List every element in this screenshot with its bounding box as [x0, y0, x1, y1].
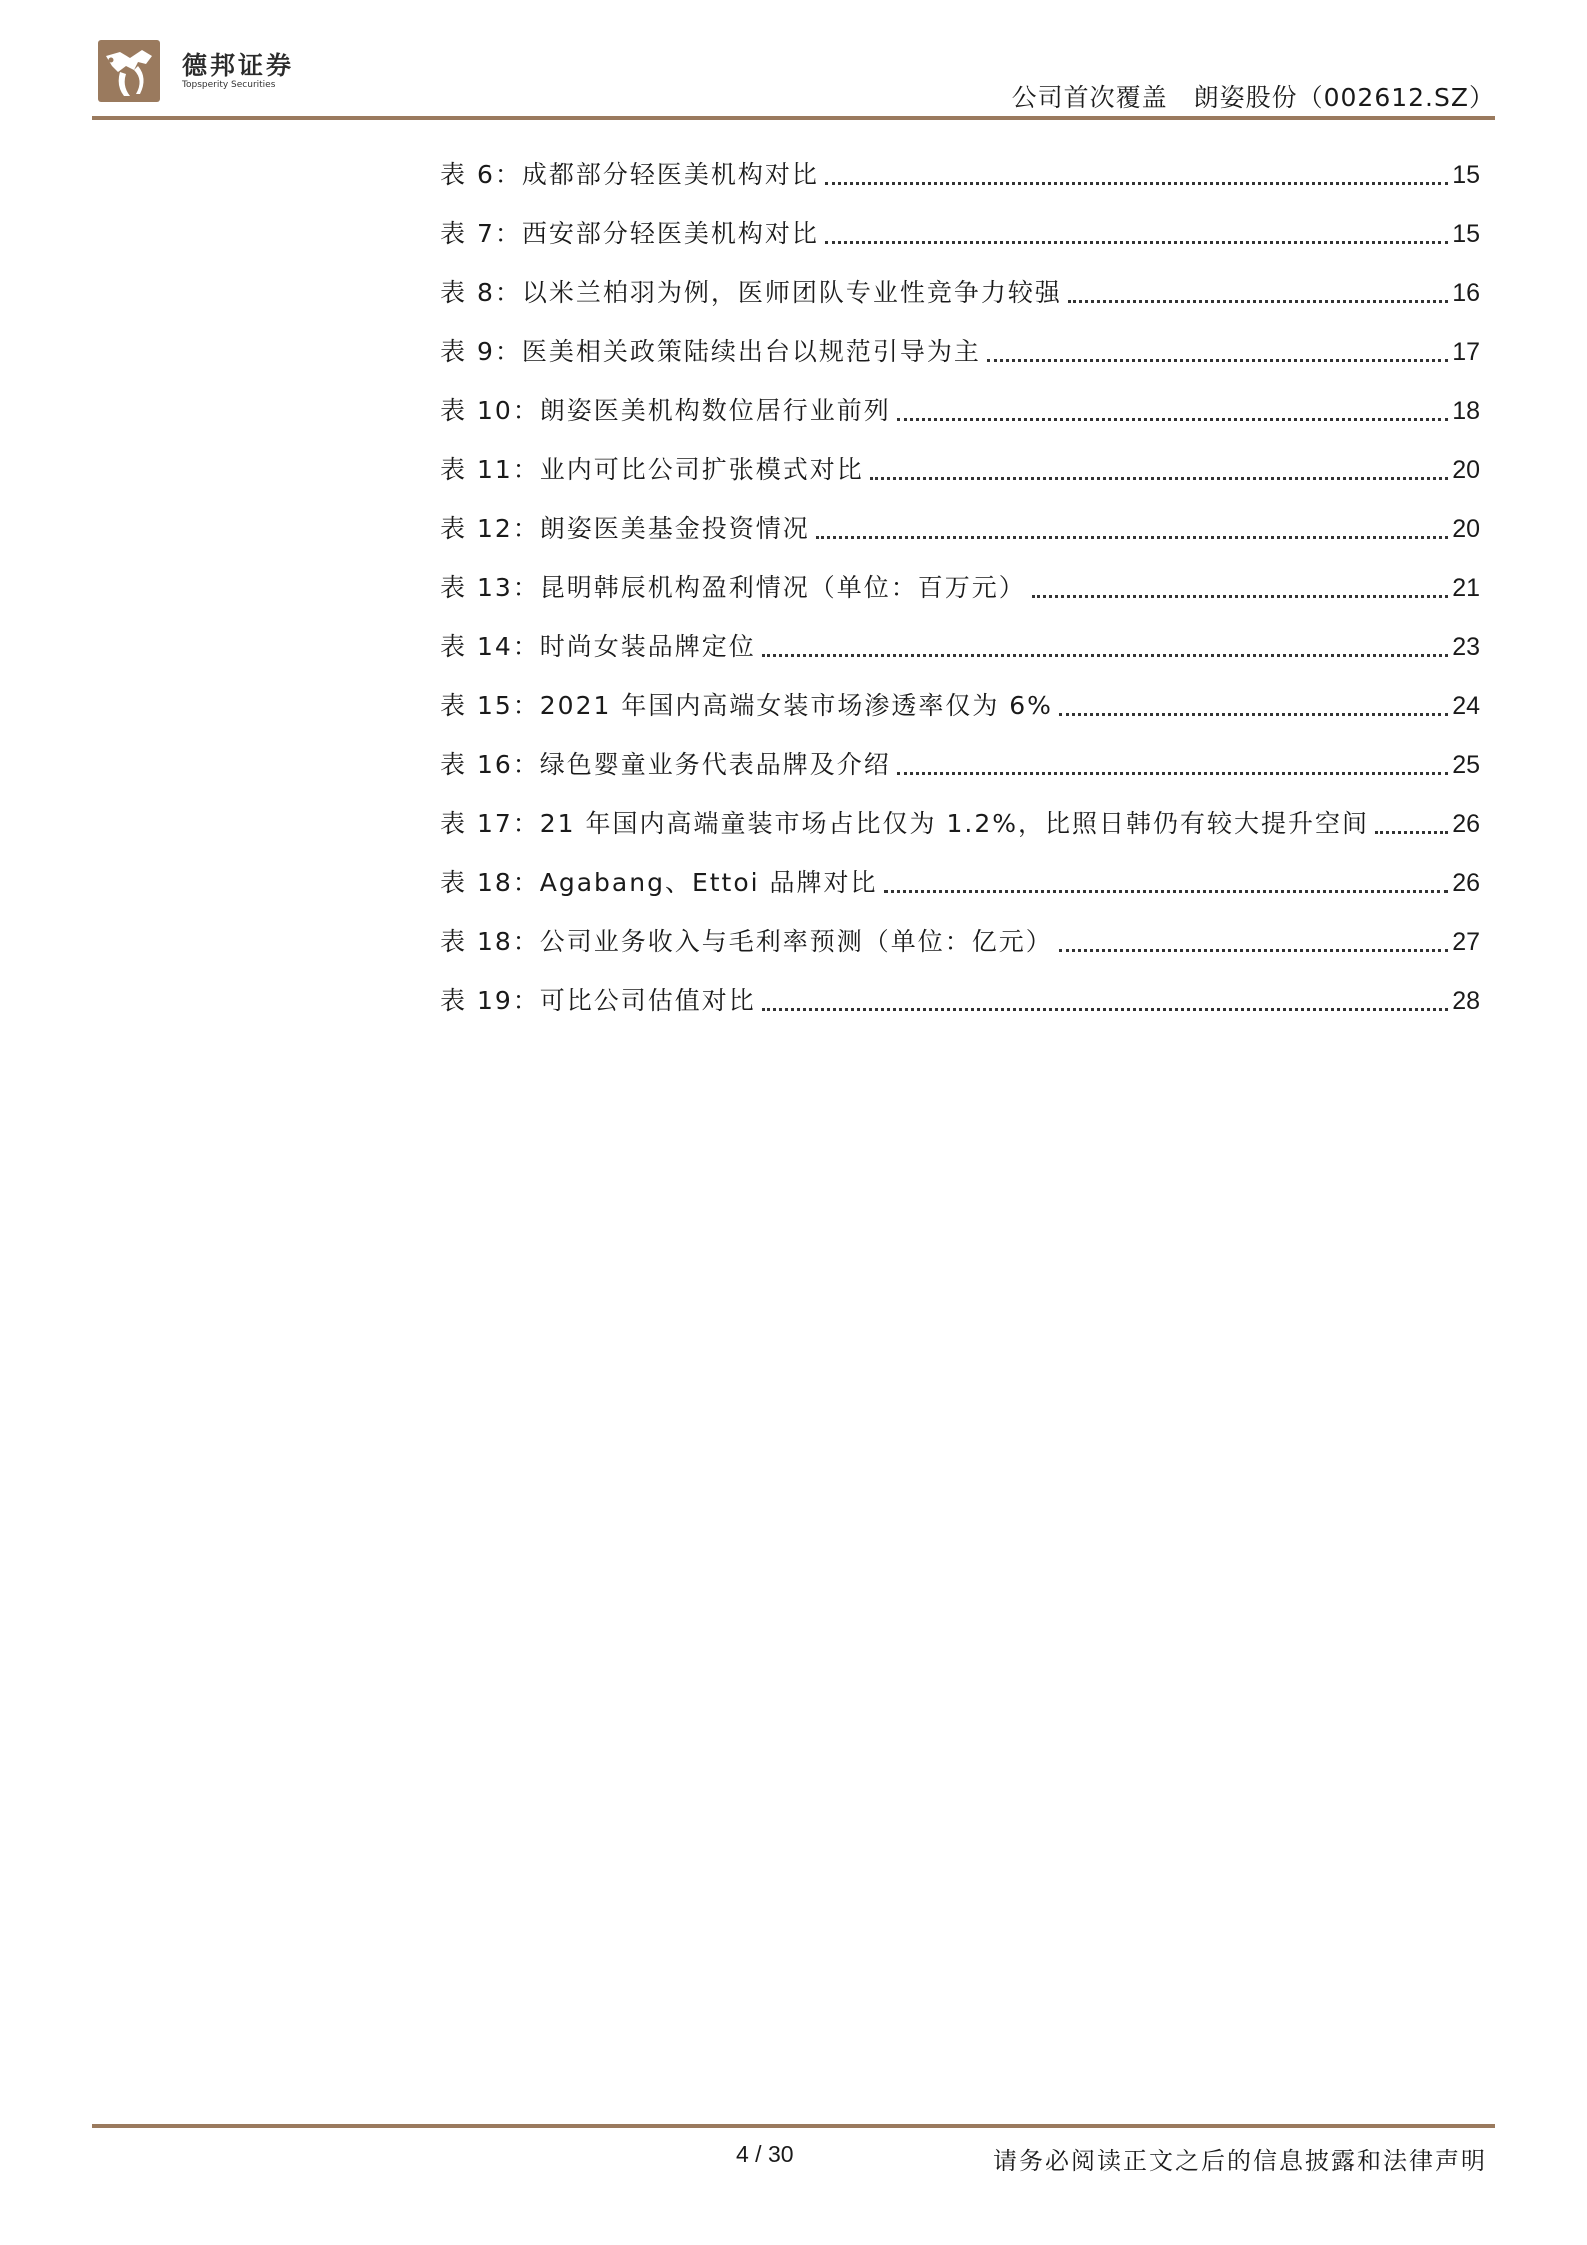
toc-entry[interactable]: [440, 689, 1480, 723]
toc-entry-page: 26: [1452, 869, 1480, 897]
toc-entry-title: 表 14：时尚女装品牌定位: [440, 632, 756, 661]
disclaimer-note: 请务必阅读正文之后的信息披露和法律声明: [993, 2147, 1487, 2175]
toc-entry-title: 表 7：西安部分轻医美机构对比: [440, 219, 819, 248]
toc-entry-title: 表 10：朗姿医美机构数位居行业前列: [440, 396, 891, 425]
toc-leader-dots: [816, 535, 1448, 539]
toc-entry-page: 15: [1452, 220, 1480, 248]
toc-entry-title: 表 15：2021 年国内高端女装市场渗透率仅为 6%: [440, 691, 1053, 720]
toc-entry-title: 表 19：可比公司估值对比: [440, 986, 756, 1015]
toc-leader-dots: [825, 240, 1448, 244]
toc-leader-dots: [1068, 299, 1448, 303]
toc-entry-page: 15: [1452, 161, 1480, 189]
toc-leader-dots: [1059, 948, 1448, 952]
toc-entry-page: 20: [1452, 515, 1480, 543]
toc-entry[interactable]: [440, 217, 1480, 251]
toc-entry-page: 27: [1452, 928, 1480, 956]
toc-entry-page: 26: [1452, 810, 1480, 838]
toc-entry[interactable]: [440, 984, 1480, 1018]
toc-entry-title: 表 8：以米兰柏羽为例，医师团队专业性竞争力较强: [440, 278, 1062, 307]
toc-entry-title: 表 12：朗姿医美基金投资情况: [440, 514, 810, 543]
toc-entry[interactable]: [440, 866, 1480, 900]
toc-entry[interactable]: [440, 158, 1480, 192]
toc-entry-page: 24: [1452, 692, 1480, 720]
toc-entry-page: 20: [1452, 456, 1480, 484]
toc-leader-dots: [897, 417, 1448, 421]
toc-entry[interactable]: [440, 453, 1480, 487]
toc-entry-title: 表 13：昆明韩辰机构盈利情况（单位：百万元）: [440, 573, 1026, 602]
toc-entry-page: 21: [1452, 574, 1480, 602]
toc-entry-page: 17: [1452, 338, 1480, 366]
toc-entry-page: 16: [1452, 279, 1480, 307]
toc-entry[interactable]: [440, 512, 1480, 546]
toc-leader-dots: [987, 358, 1448, 362]
toc-leader-dots: [762, 653, 1448, 657]
toc-leader-dots: [1375, 830, 1448, 834]
toc-entry[interactable]: [440, 807, 1480, 841]
toc-entry-page: 23: [1452, 633, 1480, 661]
footer-divider: [92, 2124, 1495, 2128]
toc-entry-page: 28: [1452, 987, 1480, 1015]
report-title: 公司首次覆盖 朗姿股份（002612.SZ）: [1011, 83, 1495, 112]
toc-entry[interactable]: [440, 394, 1480, 428]
toc-leader-dots: [825, 181, 1448, 185]
company-logo: [90, 36, 295, 106]
toc-leader-dots: [1059, 712, 1448, 716]
toc-entry-title: 表 17：21 年国内高端童装市场占比仅为 1.2%，比照日韩仍有较大提升空间: [440, 809, 1369, 838]
toc-entry-title: 表 6：成都部分轻医美机构对比: [440, 160, 819, 189]
toc-entry[interactable]: [440, 925, 1480, 959]
toc-entry-page: 25: [1452, 751, 1480, 779]
toc-entry-page: 18: [1452, 397, 1480, 425]
toc-leader-dots: [1032, 594, 1448, 598]
toc-entry-title: 表 18：公司业务收入与毛利率预测（单位：亿元）: [440, 927, 1053, 956]
toc-entry-title: 表 9：医美相关政策陆续出台以规范引导为主: [440, 337, 981, 366]
toc-entry[interactable]: [440, 571, 1480, 605]
toc-entry[interactable]: [440, 748, 1480, 782]
toc-leader-dots: [897, 771, 1448, 775]
logo-mark-icon: [90, 36, 170, 106]
toc-leader-dots: [762, 1007, 1448, 1011]
page-number: 4 / 30: [736, 2141, 794, 2167]
toc-entry-title: 表 16：绿色婴童业务代表品牌及介绍: [440, 750, 891, 779]
logo-english-name: Topsperity Securities: [182, 80, 276, 90]
logo-chinese-name: 德邦证券: [182, 51, 295, 80]
toc-entry-title: 表 11：业内可比公司扩张模式对比: [440, 455, 864, 484]
toc-entry-title: 表 18：Agabang、Ettoi 品牌对比: [440, 868, 878, 897]
toc-entry[interactable]: [440, 335, 1480, 369]
toc-leader-dots: [870, 476, 1448, 480]
toc-entry[interactable]: [440, 276, 1480, 310]
toc-leader-dots: [884, 889, 1449, 893]
toc-entry[interactable]: [440, 630, 1480, 664]
header-divider: [92, 116, 1495, 120]
